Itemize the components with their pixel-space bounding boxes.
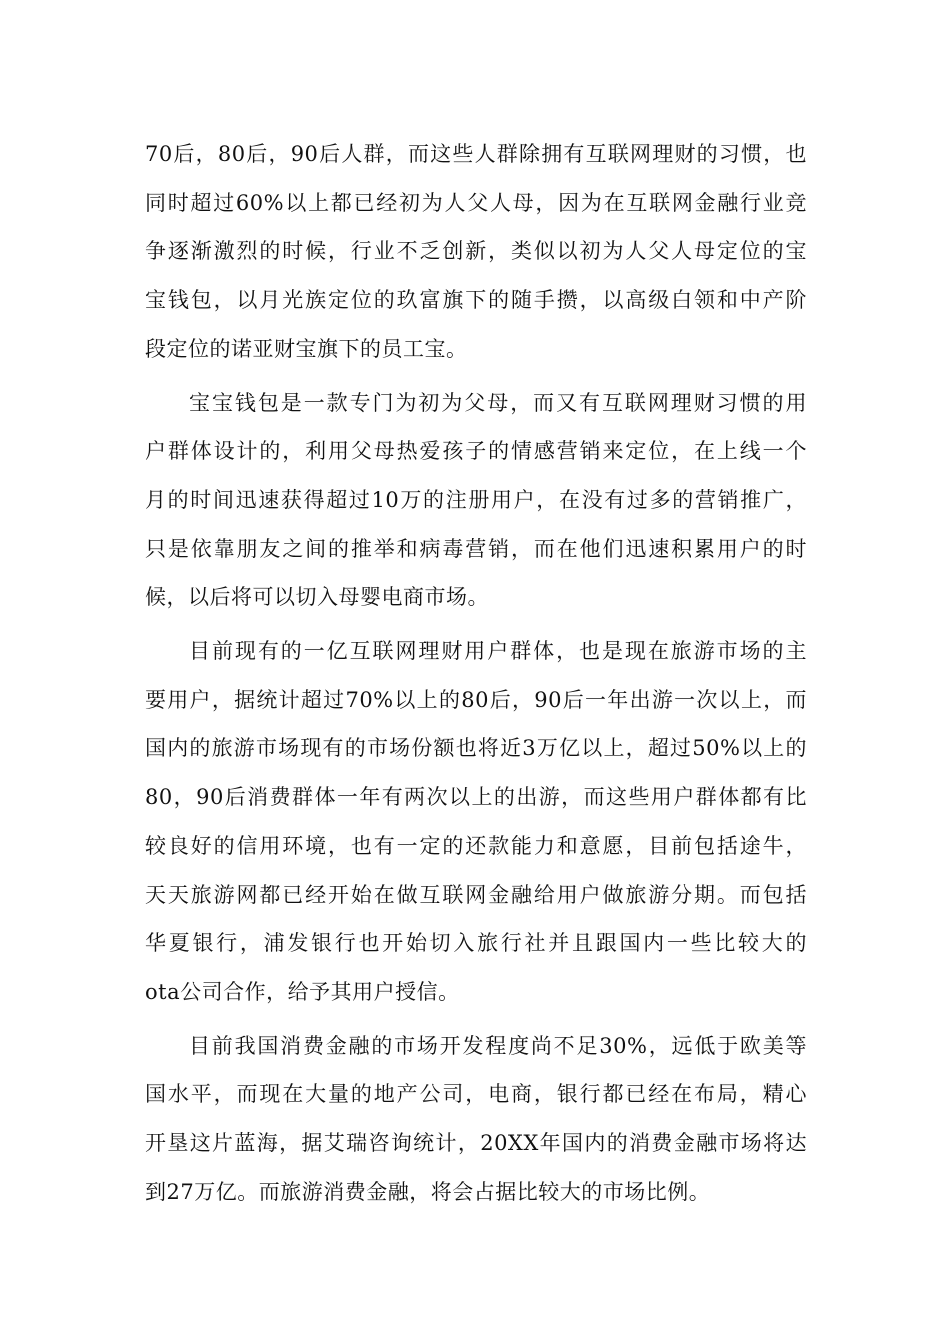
- paragraph-line: 段定位的诺亚财宝旗下的员工宝。: [145, 336, 468, 361]
- paragraph-line: ota公司合作，给予其用户授信。: [145, 979, 460, 1004]
- paragraph-line: 月的时间迅速获得超过10万的注册用户，在没有过多的营销推广，: [145, 487, 807, 512]
- paragraph-line: 国水平，而现在大量的地产公司，电商，银行都已经在布局，精心: [145, 1082, 807, 1107]
- paragraph-1: [145, 130, 807, 374]
- paragraph-line: 天天旅游网都已经开始在做互联网金融给用户做旅游分期。而包括: [145, 882, 807, 907]
- paragraph-3: [145, 627, 807, 1017]
- paragraph-line: 宝钱包，以月光族定位的玖富旗下的随手攒，以高级白领和中产阶: [145, 288, 807, 313]
- paragraph-line: 开垦这片蓝海，据艾瑞咨询统计，20XX年国内的消费金融市场将达: [145, 1131, 807, 1156]
- paragraph-line: 华夏银行，浦发银行也开始切入旅行社并且跟国内一些比较大的: [145, 931, 807, 956]
- document-body: [145, 130, 807, 1216]
- paragraph-line: 国内的旅游市场现有的市场份额也将近3万亿以上，超过50%以上的: [145, 736, 807, 761]
- paragraph-line: 目前我国消费金融的市场开发程度尚不足30%，远低于欧美等: [189, 1033, 807, 1058]
- paragraph-line: 要用户，据统计超过70%以上的80后，90后一年出游一次以上，而: [145, 687, 807, 712]
- paragraph-line: 候，以后将可以切入母婴电商市场。: [145, 585, 489, 610]
- paragraph-line: 70后，80后，90后人群，而这些人群除拥有互联网理财的习惯，也: [145, 142, 807, 166]
- paragraph-4: [145, 1022, 807, 1217]
- paragraph-line: 只是依靠朋友之间的推举和病毒营销，而在他们迅速积累用户的时: [145, 536, 807, 561]
- paragraph-line: 目前现有的一亿互联网理财用户群体，也是现在旅游市场的主: [189, 639, 807, 664]
- paragraph-2: [145, 379, 807, 623]
- paragraph-line: 争逐渐激烈的时候，行业不乏创新，类似以初为人父人母定位的宝: [145, 239, 807, 264]
- paragraph-line: 到27万亿。而旅游消费金融，将会占据比较大的市场比例。: [145, 1179, 711, 1204]
- paragraph-line: 户群体设计的，利用父母热爱孩子的情感营销来定位，在上线一个: [145, 439, 807, 464]
- paragraph-line: 同时超过60%以上都已经初为人父人母，因为在互联网金融行业竞: [145, 190, 807, 215]
- paragraph-line: 较良好的信用环境，也有一定的还款能力和意愿，目前包括途牛，: [145, 833, 807, 858]
- paragraph-line: 宝宝钱包是一款专门为初为父母，而又有互联网理财习惯的用: [189, 390, 807, 415]
- paragraph-line: 80，90后消费群体一年有两次以上的出游，而这些用户群体都有比: [145, 785, 807, 810]
